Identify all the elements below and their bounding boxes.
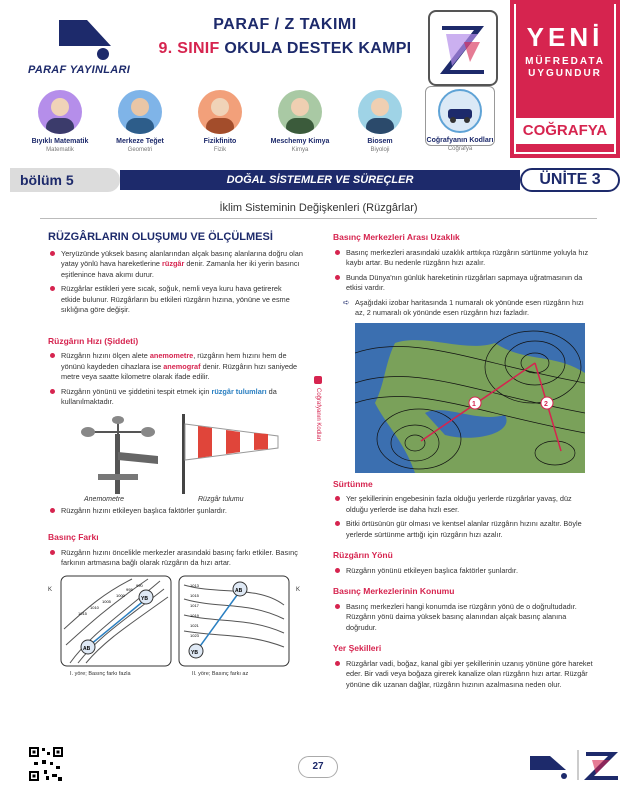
paraf-logo: [14, 6, 144, 88]
bullet: Bitki örtüsünün gür olması ve kentsel alanlar rüzgârın hızını azaltır. Böyle yerlerde sürtünme arttığı için rüzgârın hızı azalır.: [333, 519, 595, 540]
svg-text:990: 990: [136, 582, 143, 588]
north-label: K: [48, 586, 53, 593]
bullet: Rüzgârın yönünü etkileyen başlıca faktörler şunlardır.: [333, 566, 595, 577]
person-icon: [38, 90, 82, 134]
svg-text:1021: 1021: [190, 622, 199, 628]
avatar: [118, 90, 162, 134]
avatar-item[interactable]: Biosem Biyoloji: [340, 90, 420, 153]
svg-text:1000: 1000: [116, 592, 125, 598]
avatar-item[interactable]: Bıyıklı Matematik Matematik: [20, 90, 100, 153]
z-logo-icon: [430, 12, 496, 84]
svg-text:1019: 1019: [190, 612, 199, 618]
section-number: bölüm 5: [20, 172, 74, 188]
person-icon: [118, 90, 162, 134]
windsock-caption: Rüzgâr tulumu: [198, 495, 244, 503]
curriculum-badge: [510, 0, 620, 158]
person-icon: [358, 90, 402, 134]
bullet: Yeryüzünde yüksek basınç alanlarından alçak basınç alanlarına doğru olan yatay yönlü hava hareketlerine rüzgâr denir. Zamanla her iki yerin basıncı eşitlenince hava akımı durur.: [48, 249, 303, 281]
svg-text:1005: 1005: [102, 598, 111, 604]
avatar-item-active[interactable]: Coğrafyanın Kodları Coğrafya: [420, 90, 500, 146]
bullet: Yer şekillerinin engebesinin fazla olduğu yerlerde rüzgârlar yavaş, düz olduğu yerlerde ise daha hızlı eser.: [333, 494, 595, 515]
bullet: Basınç merkezleri arasındaki uzaklık arttıkça rüzgârın sürtünme yoluyla hız kaybı artar. Bu nedenle rüzgârın hızı azalır.: [333, 248, 595, 269]
bullet: Rüzgârın hızını öncelikle merkezler arasındaki basınç farkı etkiler. Basınç farkının artmasına bağlı olarak rüzgârın da hızı artar.: [48, 548, 303, 569]
isobar-figures: [48, 575, 303, 681]
bullet: Bunda Dünya'nın günlük hareketinin rüzgârları sapmaya uğratmasının da etkisi vardır.: [333, 273, 595, 294]
north-label: K: [296, 586, 301, 593]
centers-heading: Basınç Merkezlerinin Konumu: [333, 586, 455, 596]
svg-text:2: 2: [544, 400, 548, 408]
avatar: [198, 90, 242, 134]
fig1-caption: I. yöre; Basınç farkı fazla: [70, 670, 131, 677]
youtube-icon: [314, 376, 322, 384]
landforms-heading: Yer Şekilleri: [333, 643, 382, 653]
topic-subtitle: İklim Sisteminin Değişkenleri (Rüzgârlar): [219, 202, 418, 214]
friction-heading: Sürtünme: [333, 478, 373, 489]
avatar-item[interactable]: Merkeze Teğet Geometri: [100, 90, 180, 153]
isobar-map: [355, 323, 585, 473]
page-title: [150, 16, 420, 58]
footer-logos: [526, 748, 626, 782]
brand-text: PARAF YAYINLARI: [28, 64, 131, 76]
side-vertical-label: Coğrafyanın Kodları: [312, 376, 324, 441]
right-column: [333, 232, 595, 694]
avatar: [438, 89, 482, 133]
svg-text:AB: AB: [83, 645, 91, 652]
person-icon: [198, 90, 242, 134]
svg-text:1: 1: [472, 400, 476, 408]
svg-text:1013: 1013: [190, 582, 199, 588]
paraf-logo-icon: [49, 20, 119, 62]
avatar: [358, 90, 402, 134]
bullet: Rüzgârın yönünü ve şiddetini tespit etmek için rüzgâr tulumları da kullanılmaktadır.: [48, 387, 303, 408]
svg-text:1023: 1023: [190, 632, 199, 638]
anemometer-caption: Anemometre: [84, 495, 125, 503]
badge-curriculum: MÜFREDATA UYGUNDUR: [525, 56, 605, 79]
isobar-figure-2: [178, 575, 290, 667]
avatar-item[interactable]: Meschemy Kimya Kimya: [260, 90, 340, 153]
left-column: [48, 232, 303, 681]
qr-code-icon[interactable]: [28, 746, 64, 782]
svg-text:AB: AB: [235, 587, 243, 594]
windsock-illustration: [178, 412, 288, 494]
title-line1: PARAF / Z TAKIMI: [213, 16, 357, 33]
bullet: Rüzgârın hızını etkileyen başlıca faktörler şunlardır.: [48, 506, 303, 517]
pressure-heading: Basınç Farkı: [48, 532, 99, 542]
isobar-figure-1: [60, 575, 172, 667]
z-takimi-logo: [428, 10, 498, 86]
page-number: 27: [298, 756, 338, 778]
person-icon: [278, 90, 322, 134]
title-line2: 9. SINIF OKULA DESTEK KAMPI: [158, 40, 412, 57]
anemometer-illustration: [58, 412, 178, 494]
instrument-figures: [48, 412, 303, 504]
avatar: [38, 90, 82, 134]
svg-text:995: 995: [126, 586, 133, 592]
bullet: Rüzgârlar estikleri yere sıcak, soğuk, nemli veya kuru hava getirerek etkide bulunur. Rüzgârların bu etkileri rüzgârın hızına, yönüne ve esme sıklığına göre değişir.: [48, 284, 303, 316]
main-heading: RÜZGÂRLARIN OLUŞUMU VE ÖLÇÜLMESİ: [48, 231, 273, 243]
svg-text:1017: 1017: [190, 602, 199, 608]
bullet: Basınç merkezleri hangi konumda ise rüzgârın yönü de o doğrultudadır. Rüzgârın yönü daima yüksek basınç alanından alçak basınç alanına doğrudur.: [333, 602, 595, 634]
sub-bullet: ➪ Aşağıdaki izobar haritasında 1 numaralı ok yönünde esen rüzgârın hızı az, 2 numaralı ok yönünde esen rüzgârın hızı fazladır.: [333, 298, 595, 319]
fig2-caption: II. yöre; Basınç farkı az: [192, 670, 249, 677]
direction-heading: Rüzgârın Yönü: [333, 550, 393, 560]
bullet: Rüzgârlar vadi, boğaz, kanal gibi yer şekillerinin uzanış yönüne göre hareket eder. Bir vadi veya boğaza girerek kanalize olan rüzgârın hızı artar. Rüzgâr yönüne dik uzanan dağlar, rüzgârın hızının azalmasına neden olur.: [333, 659, 595, 691]
svg-text:YB: YB: [141, 595, 148, 602]
avatar: [278, 90, 322, 134]
bullet: Rüzgârın hızını ölçen alete anemometre, rüzgârın hem hızını hem de yönünü kaydeden cihazlara ise anemograf denir. Rüzgârın hızı saniyede metre veya saatte kilometre olarak ifade edilir.: [48, 351, 303, 383]
svg-text:1010: 1010: [90, 604, 99, 610]
distance-heading: Basınç Merkezleri Arası Uzaklık: [333, 232, 460, 242]
avatar-row: [20, 90, 500, 160]
svg-text:1015: 1015: [190, 592, 199, 598]
svg-text:YB: YB: [191, 649, 198, 656]
car-icon: [440, 91, 480, 131]
section-bar: [0, 168, 637, 194]
svg-text:1015: 1015: [78, 610, 87, 616]
section-title: DOĞAL SİSTEMLER VE SÜREÇLER: [120, 170, 520, 190]
unit-label: ÜNİTE 3: [520, 168, 620, 192]
avatar-item[interactable]: Fizikfinito Fizik: [180, 90, 260, 153]
badge-new: YENİ: [526, 22, 604, 52]
speed-heading: Rüzgârın Hızı (Şiddeti): [48, 335, 139, 346]
badge-subject: COĞRAFYA: [516, 118, 614, 144]
